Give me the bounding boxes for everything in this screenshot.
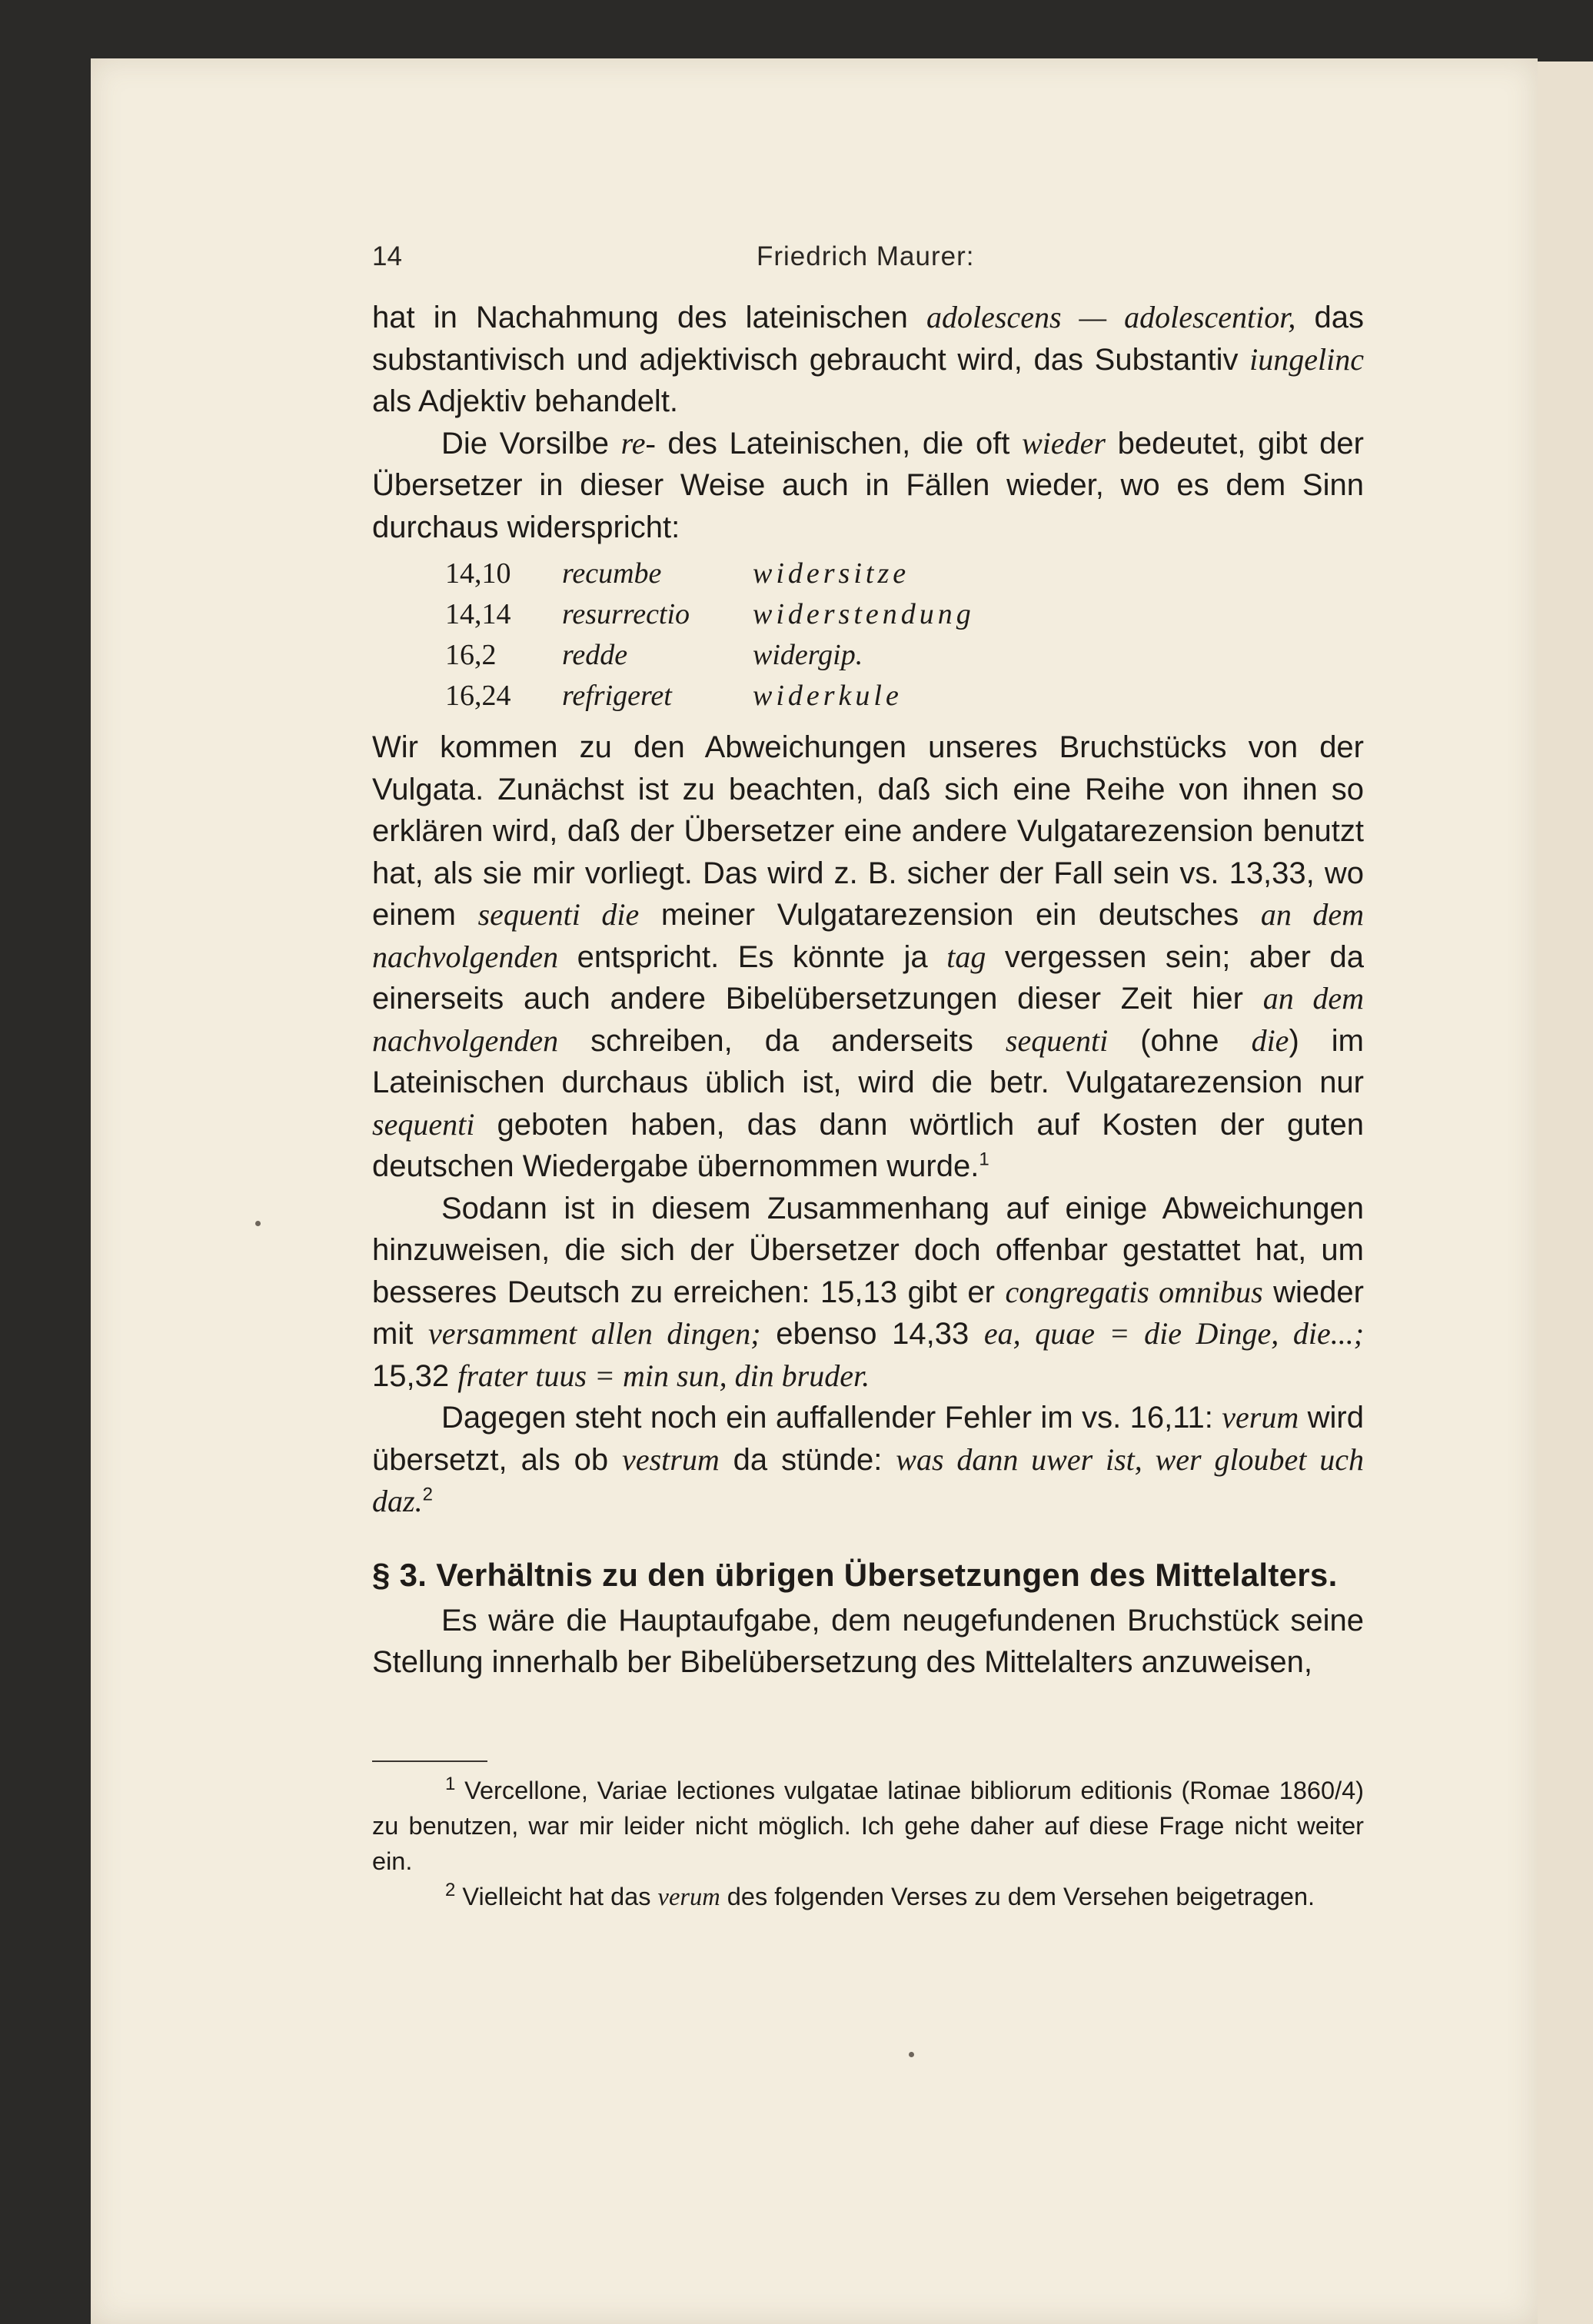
latin-term: congregatis omnibus <box>1005 1274 1263 1309</box>
text: schreiben, da anderseits <box>558 1023 1006 1058</box>
text: da stünde: <box>719 1442 896 1477</box>
footnote-mark: 1 <box>445 1774 456 1795</box>
latin-term: sequenti <box>372 1106 475 1142</box>
text: ebenso 14,33 <box>760 1317 984 1351</box>
latin-term: die <box>1251 1022 1289 1058</box>
latin-term: iungelinc <box>1249 341 1364 377</box>
latin-term: verum <box>1222 1400 1299 1435</box>
text: Vielleicht hat das <box>455 1883 658 1910</box>
section-text: Es wäre die Hauptaufgabe, dem neugefundenen Bruchstück seine Stellung innerhalb ber Bibelübersetzung des Mittelalters anzuweisen, <box>372 1603 1364 1679</box>
verse-ref: 16,2 <box>445 639 497 671</box>
latin-word: refrigeret <box>562 680 672 712</box>
paper-speck <box>909 2052 914 2057</box>
footnote-2 <box>372 1879 1364 1915</box>
example-row <box>445 553 1364 593</box>
text: hat in Nachahmung des lateinischen <box>372 301 926 334</box>
section-heading: § 3. Verhältnis zu den übrigen Übersetzungen des Mittelalters. <box>372 1556 1338 1593</box>
paragraph-1 <box>372 297 1364 423</box>
german-term: an dem nachvolgenden <box>372 981 1364 1058</box>
footnote-ref: 2 <box>422 1484 433 1505</box>
paper-speck <box>255 1221 261 1226</box>
paragraph-5 <box>372 1397 1364 1523</box>
example-table <box>445 553 1364 716</box>
latin-word: recumbe <box>562 557 662 590</box>
text: bedeutet, gibt der Übersetzer in dieser Weise auch in Fällen wieder, wo es dem Sinn durchaus widerspricht: <box>372 426 1364 544</box>
text: des folgenden Verses zu dem Versehen beigetragen. <box>720 1883 1315 1910</box>
german-word: widerkule <box>753 680 903 712</box>
german-term: tag <box>946 939 986 974</box>
text: meiner Vulgatarezension ein deutsches <box>639 898 1261 932</box>
verse-ref: 16,24 <box>445 680 511 712</box>
text: das substantivisch und adjektivisch gebraucht wird, das Substantiv <box>372 301 1364 377</box>
paragraph-4 <box>372 1188 1364 1398</box>
text: wird übersetzt, als ob <box>372 1401 1364 1477</box>
text: des Lateinischen, die oft <box>655 426 1023 460</box>
example-row <box>445 634 1364 675</box>
running-head-author: Friedrich Maurer: <box>757 241 975 271</box>
footnote-1 <box>372 1773 1364 1879</box>
latin-term: ea, quae = die Dinge, die...; <box>983 1316 1365 1351</box>
german-word: widergip. <box>753 639 863 671</box>
german-term: an dem nachvolgenden <box>372 897 1365 974</box>
scan-background <box>1538 62 1593 2324</box>
text: entspricht. Es könnte ja <box>558 939 947 974</box>
text: als Adjektiv behandelt. <box>372 384 679 418</box>
text: Wir kommen zu den Abweichungen unseres Bruchstücks von der Vulgata. Zunächst ist zu beachten, daß sich eine Reihe von ihnen so erklären wird, daß der Übersetzer eine andere Vulgatarezension benutzt hat, als sie mir vorliegt. Das wird z. B. sicher der Fall sein vs. 13,33, wo einem <box>372 730 1364 932</box>
footnote-mark: 2 <box>445 1880 456 1901</box>
german-word: widerstendung <box>753 598 975 630</box>
page-number: 14 <box>372 241 402 271</box>
verse-ref: 14,14 <box>445 598 511 630</box>
text: Vercellone, Variae lectiones vulgatae latinae bibliorum editionis (Romae 1860/4) zu benutzen, war mir leider nicht möglich. Ich gehe daher auf diese Frage nicht weiter ein. <box>372 1777 1364 1875</box>
example-row <box>445 675 1364 716</box>
footnotes <box>372 1773 1364 1915</box>
text: wieder mit <box>372 1275 1364 1351</box>
latin-term: vestrum <box>622 1441 720 1477</box>
text: Die Vorsilbe <box>441 426 621 460</box>
text: ) im Lateinischen durchaus üblich ist, wird die betr. Vulgatarezension nur <box>372 1023 1364 1099</box>
footnote-ref: 1 <box>979 1149 989 1170</box>
paragraph-2 <box>372 423 1364 549</box>
text: geboten haben, das dann wörtlich auf Kosten der guten deutschen Wiedergabe übernommen wurde. <box>372 1107 1364 1183</box>
german-term: versamment allen dingen; <box>428 1316 761 1351</box>
text: 15,32 <box>372 1358 458 1393</box>
paragraph-3 <box>372 726 1364 1188</box>
text: vergessen sein; aber da einerseits auch andere Bibelübersetzungen dieser Zeit hier <box>372 939 1365 1016</box>
latin-term: verum <box>657 1883 720 1911</box>
text: Dagegen steht noch ein auffallender Fehler im vs. 16,11: <box>441 1401 1222 1435</box>
latin-term: adolescens — adolescentior, <box>926 300 1296 334</box>
text: (ohne <box>1108 1023 1252 1058</box>
latin-term: frater tuus = min sun, din bruder. <box>457 1358 870 1393</box>
text: Sodann ist in diesem Zusammenhang auf einige Abweichungen hinzuweisen, die sich der Übersetzer doch offenbar gestattet hat, um besseres Deutsch zu erreichen: 15,13 gibt er <box>372 1191 1364 1309</box>
running-header <box>372 241 1364 280</box>
verse-ref: 14,10 <box>445 557 511 590</box>
latin-term: re- <box>620 425 656 460</box>
german-word: widersitze <box>753 557 910 590</box>
main-text <box>372 297 1364 1684</box>
latin-term: wieder <box>1022 425 1106 460</box>
german-term: was dann uwer ist, wer gloubet uch daz. <box>372 1441 1365 1518</box>
latin-term: sequenti die <box>477 897 640 932</box>
latin-word: redde <box>562 639 628 671</box>
footnote-rule <box>372 1760 487 1762</box>
latin-word: resurrectio <box>562 598 690 630</box>
example-row <box>445 593 1364 634</box>
latin-term: sequenti <box>1005 1022 1109 1058</box>
